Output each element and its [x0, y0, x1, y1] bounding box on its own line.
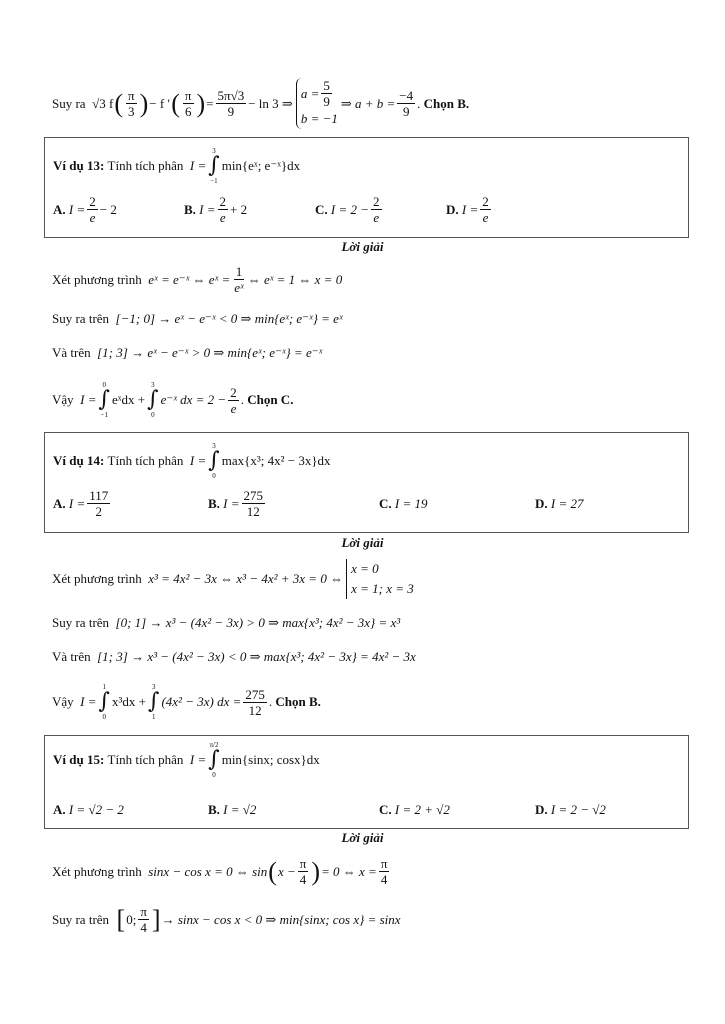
ex15-option-c: C. I = 2 + √2	[379, 802, 450, 817]
example-13-box	[44, 137, 689, 238]
sol13-line3: Và trên [1; 3] → eˣ − e⁻ˣ > 0 ⇒ min{eˣ; e⁻ˣ} = e⁻ˣ	[52, 345, 323, 360]
ex13-integral: 3 ∫ −1	[208, 147, 220, 185]
intro-minus-f: − f ′	[149, 95, 171, 111]
example-15-box	[44, 735, 689, 829]
intro-system: a = $\frac{5}{9}$ b = −1	[296, 78, 338, 129]
ex14-question: Ví dụ 14: Tính tích phân I = 3 ∫ 0 max{x³; 4x² − 3x}dx	[53, 442, 331, 480]
sol13-line2: Suy ra trên [−1; 0] → eˣ − e⁻ˣ < 0 ⇒ min{eˣ; e⁻ˣ} = eˣ	[52, 311, 343, 326]
intro-frac-pi6: $\frac{\pi}{6}$	[184, 88, 192, 119]
ex15-question: Ví dụ 15: Tính tích phân I = π/2 ∫ 0 min{sinx; cosx}dx	[53, 741, 320, 779]
intro-frac-sum: $\frac{-4}{9}$	[399, 88, 414, 119]
ex13-option-b: B. I = $\frac{2}{e}$ + 2	[184, 194, 248, 225]
ex14-label: Ví dụ 14:	[53, 453, 105, 468]
ex14-option-d: D. I = 27	[535, 496, 584, 511]
ex15-option-a: A. I = √2 − 2	[53, 802, 124, 817]
ex15-integrand: min{sinx; cosx}dx	[221, 752, 320, 767]
intro-frac-main: $\frac{5\pi√3}{9}$	[217, 88, 245, 119]
intro-arrow-sum: ⇒ a + b =	[340, 95, 396, 111]
ex15-label: Ví dụ 15:	[53, 752, 105, 767]
ex13-integrand: min{eˣ; e⁻ˣ}dx	[221, 158, 301, 173]
ex14-integrand: max{x³; 4x² − 3x}dx	[221, 453, 331, 468]
ex13-option-c: C. I = 2 − $\frac{2}{e}$	[315, 194, 380, 225]
ex14-option-b: B. I = $\frac{275}{12}$	[208, 488, 264, 519]
sol13-line1: Xét phương trình eˣ = e⁻ˣ ⇔ eˣ = $\frac{1}{\text{eˣ}}$ ⇔ eˣ = 1 ⇔ x = 0	[52, 264, 343, 295]
example-14-box	[44, 432, 689, 533]
sol14-line2: Suy ra trên [0; 1] → x³ − (4x² − 3x) > 0 ⇒ max{x³; 4x² − 3x} = x³	[52, 615, 401, 630]
sol14-heading: Lời giải	[341, 535, 384, 550]
sol14-line3: Và trên [1; 3] → x³ − (4x² − 3x) < 0 ⇒ max{x³; 4x² − 3x} = 4x² − 3x	[52, 649, 416, 664]
ex15-option-d: D. I = 2 − √2	[535, 802, 606, 817]
intro-suy-ra: Suy ra	[52, 95, 86, 111]
ex13-option-a: A. I = $\frac{2}{e}$ − 2	[53, 194, 117, 225]
sol13-heading: Lời giải	[341, 239, 384, 254]
ex13-text: Tính tích phân	[107, 158, 184, 173]
intro-line: Suy ra √3 f ( $\frac{\pi}{3}$ ) − f ′ ( $\frac{\pi}{6}$ ) = $\frac{5\pi√3}{9}$ − ln 3 ⇒ a = $\frac{5}{9}$ b = −1 ⇒ a + b = $\frac{-4}{9}$ . Chọn B.	[52, 78, 469, 129]
sol15-line2: Suy ra trên [ 0; $\frac{\pi}{4}$ ] → sinx − cos x < 0 ⇒ min{sinx; cos x} = sinx	[52, 904, 401, 935]
sol14-choice: Chọn B.	[275, 694, 321, 709]
intro-eq: =	[206, 95, 214, 111]
intro-expr-left: √3 f	[92, 95, 114, 111]
sol14-line1: Xét phương trình x³ = 4x² − 3x ⇔ x³ − 4x² + 3x = 0 ⇔ x = 0 x = 1; x = 3	[52, 559, 417, 599]
ex13-question: Ví dụ 13: Tính tích phân I = 3 ∫ −1 min{eˣ; e⁻ˣ}dx	[53, 147, 301, 185]
sol13-choice: Chọn C.	[247, 392, 294, 407]
sol15-line1: Xét phương trình sinx − cos x = 0 ⇔ sin ( x − $\frac{\pi}{4}$ ) = 0 ⇔ x = $\frac{\pi}{4}$	[52, 856, 388, 887]
ex14-option-c: C. I = 19	[379, 496, 428, 511]
ex14-option-a: A. I = $\frac{117}{2}$	[53, 488, 109, 519]
ex15-option-b: B. I = √2	[208, 802, 257, 817]
intro-choice: Chọn B.	[423, 95, 470, 111]
sol15-heading: Lời giải	[341, 830, 384, 845]
intro-frac-pi3: $\frac{\pi}{3}$	[127, 88, 135, 119]
intro-ln: − ln 3 ⇒	[248, 95, 293, 111]
sol13-line4: Vậy I = 0 ∫ −1 eˣdx + 3 ∫ 0 e⁻ˣ dx = 2 − $\frac{2}{e}$ . Chọn C.	[52, 381, 294, 419]
ex13-option-d: D. I = $\frac{2}{e}$	[446, 194, 489, 225]
sol14-line4: Vậy I = 1 ∫ 0 x³dx + 3 ∫ 1 (4x² − 3x) dx = $\frac{275}{12}$ . Chọn B.	[52, 683, 321, 721]
ex13-label: Ví dụ 13:	[53, 158, 105, 173]
